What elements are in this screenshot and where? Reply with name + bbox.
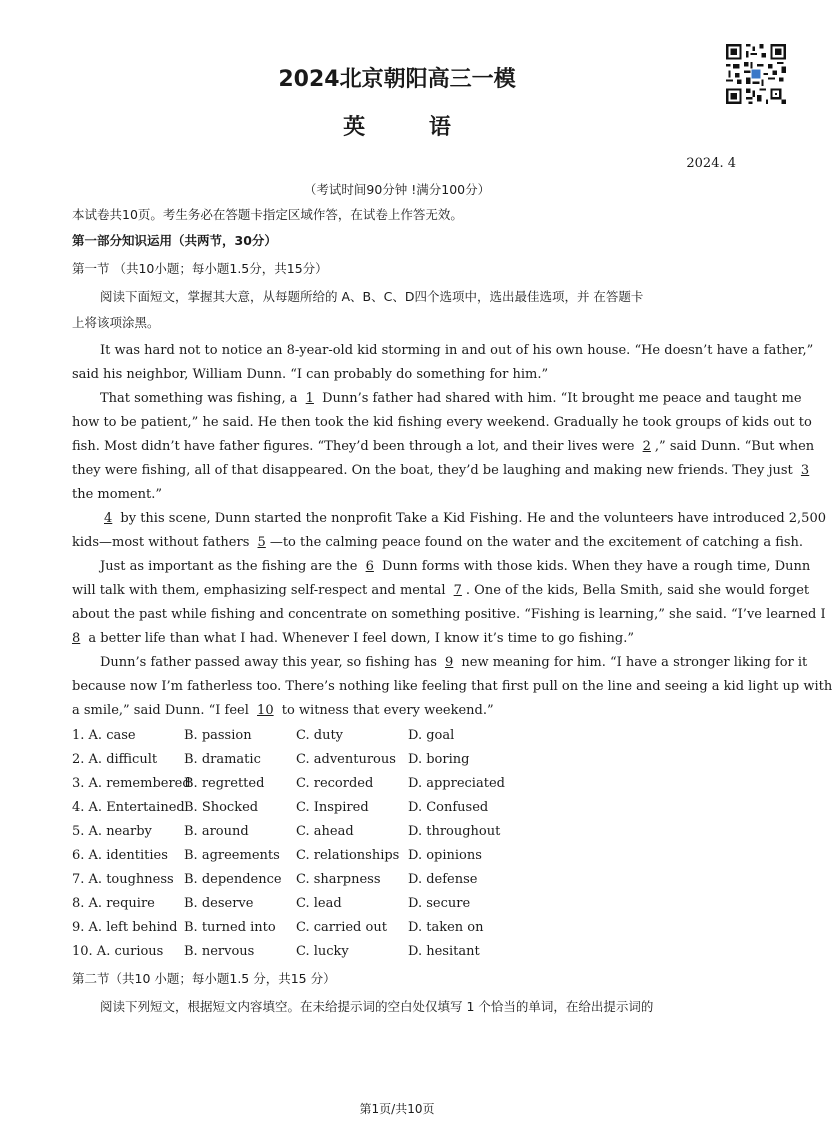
part1-heading: 第一部分知识运用（共两节，30分）	[72, 233, 277, 248]
blank-8: 8	[72, 631, 81, 646]
subject-title: 英 语	[343, 115, 479, 140]
option-b: B. agreements	[184, 848, 280, 863]
option-d: D. taken on	[408, 920, 484, 935]
option-a: 2. A. difficult	[72, 752, 158, 767]
passage-line: fish. Most didn’t have father figures. “They’d been through a lot, and their lives were 2 ,” said Dunn. “But when	[72, 439, 815, 454]
exam-title: 2024北京朝阳高三一模	[278, 67, 516, 92]
passage-line: they were fishing, all of that disappeared. On the boat, they’d be laughing and making new friends. They just 3	[72, 462, 722, 480]
option-d: D. goal	[408, 728, 455, 743]
passage-line: said his neighbor, William Dunn. “I can probably do something for him.”	[72, 367, 549, 382]
exam-date: 2024. 4	[686, 156, 736, 171]
passage-line: about the past while fishing and concentrate on something positive. “Fishing is learning,” she said. “I’ve learned I	[72, 607, 826, 622]
option-b: B. Shocked	[184, 800, 259, 815]
general-instructions: 本试卷共10页。考生务必在答题卡指定区域作答，在试卷上作答无效。	[72, 207, 463, 222]
passage-line: kids—most without fathers 5 —to the calming peace found on the water and the excitement of catching a fish.	[72, 535, 804, 550]
question-options-row	[72, 944, 722, 962]
passage-line: 4 by this scene, Dunn started the nonprofit Take a Kid Fishing. He and the volunteers have introduced 2,500	[100, 510, 722, 528]
passage-line: It was hard not to notice an 8-year-old kid storming in and out of his own house. “He doesn’t have a father,”	[100, 343, 814, 358]
passage-line: Just as important as the fishing are the 6 Dunn forms with those kids. When they have a rough time, Dunn	[100, 559, 811, 574]
blank-6: 6	[365, 559, 374, 574]
option-a: 9. A. left behind	[72, 920, 178, 935]
option-c: C. duty	[296, 728, 344, 743]
option-a: 8. A. require	[72, 896, 155, 911]
option-d: D. throughout	[408, 824, 501, 839]
passage-line: 8 a better life than what I had. Whenever I feel down, I know it’s time to go fishing.”	[72, 631, 635, 646]
blank-3: 3	[800, 463, 810, 478]
option-b: B. passion	[184, 728, 252, 743]
option-d: D. defense	[408, 872, 478, 887]
blank-10: 10	[257, 703, 274, 718]
option-b: B. nervous	[184, 944, 255, 959]
option-b: B. deserve	[184, 896, 254, 911]
section2-heading: 第二节（共10 小题；每小题1.5 分，共15 分）	[72, 971, 336, 986]
option-c: C. lucky	[296, 944, 349, 959]
blank-5: 5	[257, 535, 266, 550]
passage-line: will talk with them, emphasizing self-respect and mental 7 . One of the kids, Bella Smith, said she would forget	[72, 583, 810, 598]
option-b: B. dependence	[184, 872, 282, 887]
option-c: C. relationships	[296, 848, 400, 863]
question-options-row	[72, 728, 722, 746]
section2-directions-line1: 阅读下列短文，根据短文内容填空。在未给提示词的空白处仅填写 1 个恰当的单词，在给出提示词的	[100, 999, 654, 1014]
option-c: C. recorded	[296, 776, 374, 791]
option-a: 1. A. case	[72, 728, 136, 743]
option-a: 10. A. curious	[72, 944, 164, 959]
blank-1: 1	[305, 391, 314, 406]
option-c: C. Inspired	[296, 800, 369, 815]
option-b: B. turned into	[184, 920, 276, 935]
passage-line: a smile,” said Dunn. “I feel 10 to witness that every weekend.”	[72, 703, 494, 718]
section1-directions-line2: 上将该项涂黑。	[72, 315, 160, 330]
blank-2: 2	[642, 439, 651, 454]
blank-4: 4	[104, 511, 113, 526]
option-a: 7. A. toughness	[72, 872, 174, 887]
page-number: 第1页/共10页	[359, 1102, 435, 1116]
option-a: 5. A. nearby	[72, 824, 152, 839]
option-c: C. adventurous	[296, 752, 396, 767]
option-c: C. sharpness	[296, 872, 381, 887]
question-options-row	[72, 920, 722, 938]
option-d: D. Confused	[408, 800, 489, 815]
passage-line: Dunn’s father passed away this year, so fishing has 9 new meaning for him. “I have a stronger liking for it	[100, 655, 808, 670]
section1-heading: 第一节 （共10小题；每小题1.5分，共15分）	[72, 261, 328, 276]
question-options-row	[72, 872, 722, 890]
option-d: D. boring	[408, 752, 470, 767]
option-a: 4. A. Entertained	[72, 800, 185, 815]
qr-code-icon	[724, 42, 788, 106]
passage-line: because now I’m fatherless too. There’s nothing like feeling that first pull on the line and seeing a kid light up with	[72, 679, 832, 694]
passage-line: That something was fishing, a 1 Dunn’s father had shared with him. “It brought me peace and taught me	[100, 391, 802, 406]
passage-line: how to be patient,” he said. He then took the kid fishing every weekend. Gradually he took groups of kids out to	[72, 415, 812, 430]
option-d: D. appreciated	[408, 776, 505, 791]
question-options-row	[72, 848, 722, 866]
passage-line: the moment.”	[72, 487, 162, 502]
question-options-row	[72, 752, 722, 770]
question-options-row	[72, 776, 722, 794]
blank-9: 9	[445, 655, 454, 670]
section1-directions-line1: 阅读下面短文，掌握其大意，从每题所给的 A、B、C、D四个选项中，选出最佳选项，并 在答题卡	[100, 289, 644, 304]
option-a: 6. A. identities	[72, 848, 168, 863]
exam-info: （考试时间90分钟 !满分100分）	[303, 182, 491, 197]
option-d: D. secure	[408, 896, 471, 911]
blank-7: 7	[453, 583, 462, 598]
question-options-row	[72, 896, 722, 914]
option-b: B. around	[184, 824, 249, 839]
option-c: C. ahead	[296, 824, 354, 839]
question-options-row	[72, 824, 722, 842]
option-d: D. opinions	[408, 848, 482, 863]
option-b: B. dramatic	[184, 752, 261, 767]
option-c: C. carried out	[296, 920, 387, 935]
question-options-row	[72, 800, 722, 818]
option-c: C. lead	[296, 896, 342, 911]
option-a: 3. A. remembered	[72, 776, 191, 791]
option-d: D. hesitant	[408, 944, 480, 959]
option-b: B. regretted	[184, 776, 265, 791]
